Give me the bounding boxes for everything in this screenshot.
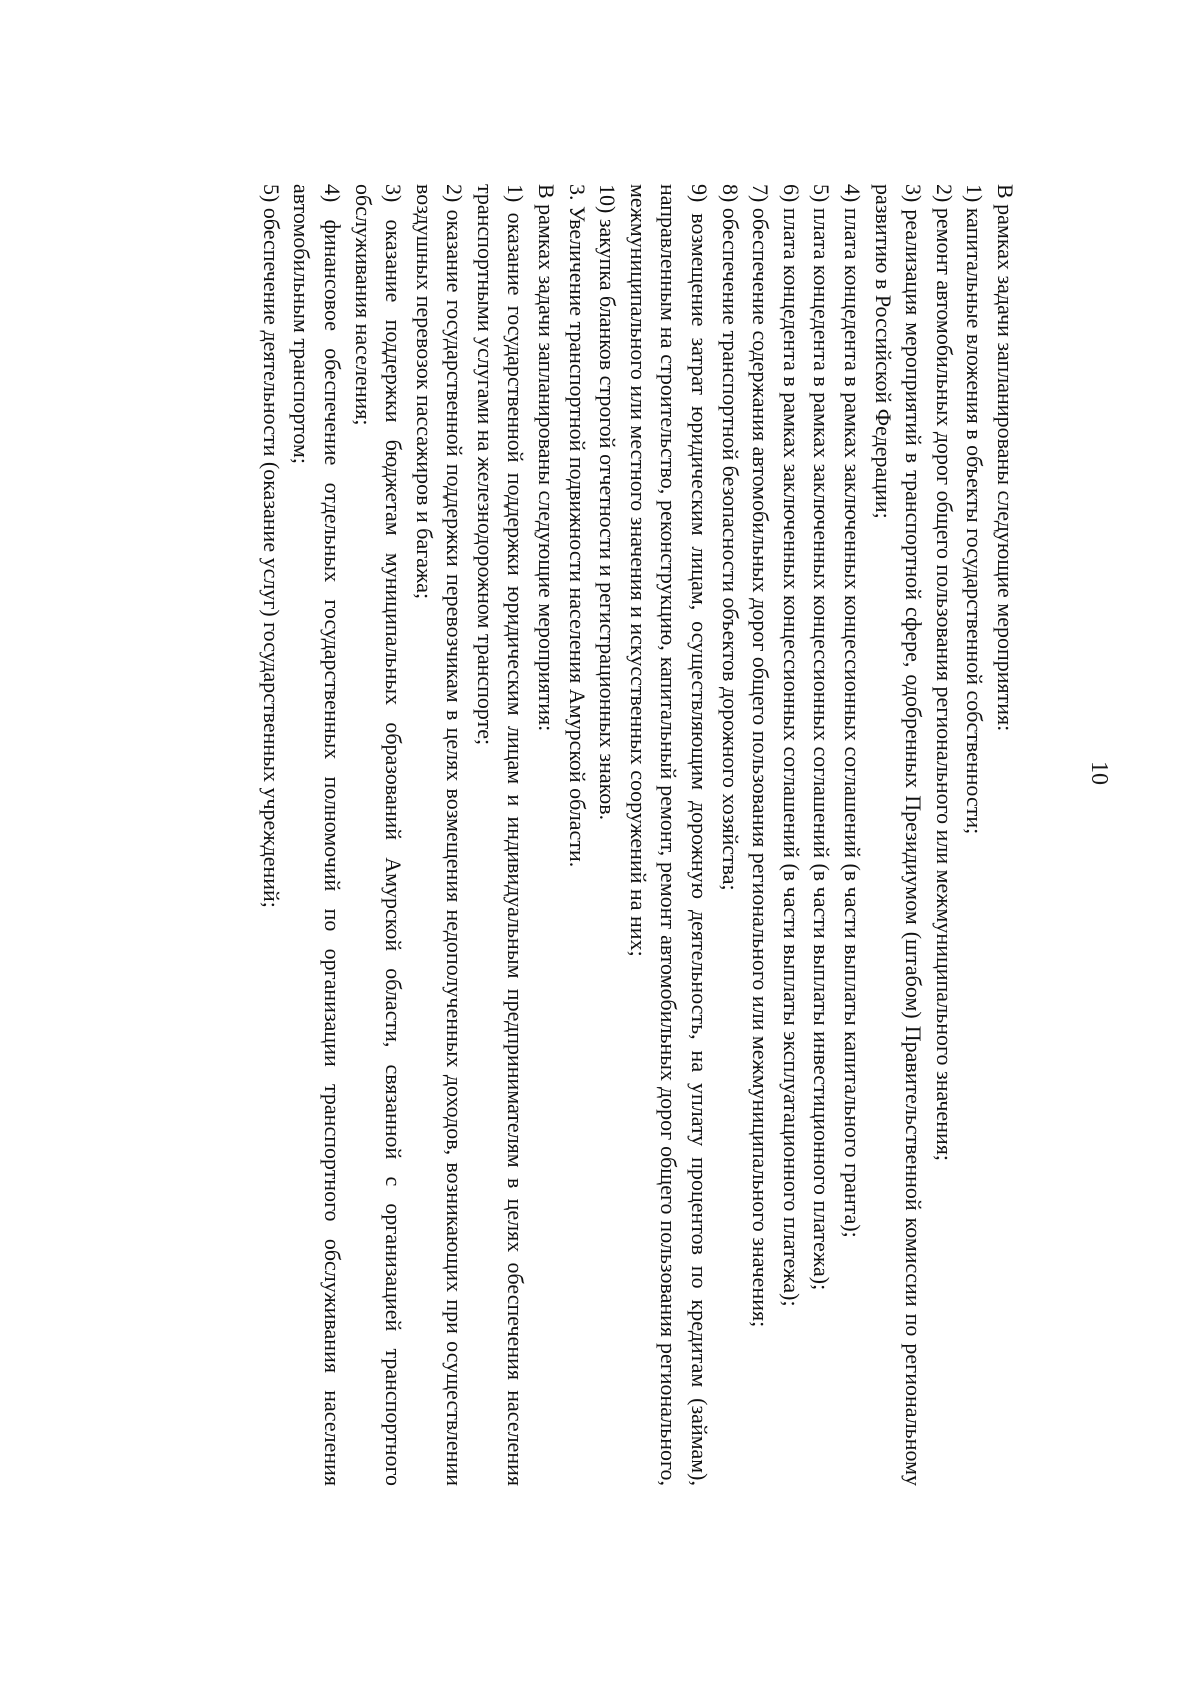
paragraph: В рамках задачи запланированы следующие мероприятия:: [534, 184, 560, 732]
paragraph: 1) оказание государственной поддержки юридическим лицам и индивидуальным предпринимателям в целях обеспечения населения транспортными услугами на железнодорожном транспорте;: [472, 184, 529, 1486]
rotated-page-content: [255, 8, 1112, 1538]
paragraph: 9) возмещение затрат юридическим лицам, осуществляющим дорожную деятельность, на уплату процентов по кредитам (займам), направленным на строительство, реконструкцию, капитальный ремонт, ремонт автомобильных дорог общего пользования регионального, межмуниципального или местного значения и искусственных сооружений на них;: [625, 184, 713, 1486]
paragraph: 5) обеспечение деятельности (оказание услуг) государственных учреждений;: [258, 184, 284, 908]
paragraph: 3) оказание поддержки бюджетам муниципальных образований Амурской области, связанной с организацией транспортного обслуживания населения;: [350, 184, 407, 1486]
paragraph: 3. Увеличение транспортной подвижности населения Амурской области.: [564, 184, 590, 868]
page-number: 10: [1086, 761, 1112, 785]
paragraph: 1) капитальные вложения в объекты государственной собственности;: [962, 184, 988, 835]
paragraph: 3) реализация мероприятий в транспортной сфере, одобренных Президиумом (штабом) Правительственной комиссии по региональному развитию в Российской Федерации;: [870, 184, 927, 1486]
paragraph: 6) плата концедента в рамках заключенных концессионных соглашений (в части выплаты эксплуатационного платежа);: [778, 184, 804, 1307]
paragraph: 2) оказание государственной поддержки перевозчикам в целях возмещения недополученных доходов, возникающих при осуществлении воздушных перевозок пассажиров и багажа;: [411, 184, 468, 1486]
paragraph: 5) плата концедента в рамках заключенных концессионных соглашений (в части выплаты инвестиционного платежа);: [809, 184, 835, 1291]
paragraph: 7) обеспечение содержания автомобильных дорог общего пользования регионального или межмуниципального значения;: [748, 184, 774, 1328]
paragraph: В рамках задачи запланированы следующие мероприятия:: [993, 184, 1018, 732]
paragraph: 8) обеспечение транспортной безопасности объектов дорожного хозяйства;: [717, 184, 743, 891]
paragraph: 4) плата концедента в рамках заключенных концессионных соглашений (в части выплаты капитального гранта);: [840, 184, 866, 1238]
paragraph: 2) ремонт автомобильных дорог общего пользования регионального или межмуниципального значения;: [931, 184, 957, 1161]
paragraph: 4) финансовое обеспечение отдельных государственных полномочий по организации транспортного обслуживания населения автомобильным транспортом;: [289, 184, 345, 1486]
document-body: [255, 8, 1020, 1538]
paragraph: 10) закупка бланков строгой отчетности и регистрационных знаков.: [595, 184, 621, 821]
